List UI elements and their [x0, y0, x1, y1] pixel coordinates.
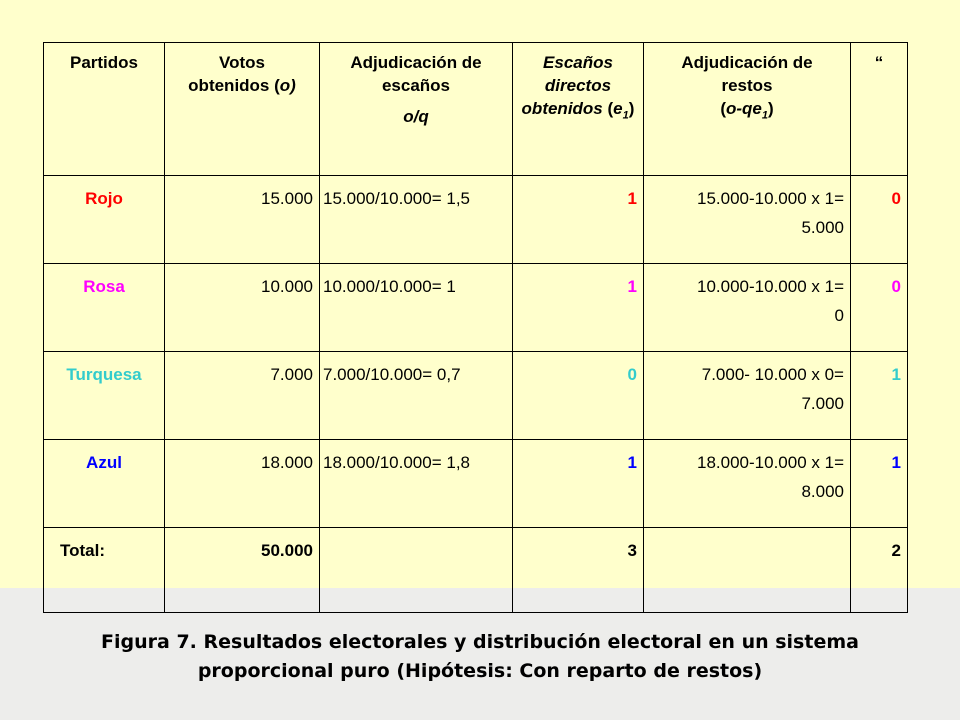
formula-cell: 18.000/10.000= 1,8 [320, 440, 513, 528]
extra-seats-cell: 0 [851, 264, 908, 352]
extra-seats-cell: 1 [851, 352, 908, 440]
header-row [44, 43, 908, 176]
caption-line-2: proporcional puro (Hipótesis: Con reparto de restos) [197, 660, 763, 682]
votes-cell: 15.000 [165, 176, 320, 264]
caption-line-1: Figura 7. Resultados electorales y distribución electoral en un sistema [101, 631, 859, 653]
seats-cell: 1 [513, 264, 644, 352]
total-seats: 3 [513, 528, 644, 613]
seats-cell: 0 [513, 352, 644, 440]
seats-cell: 1 [513, 440, 644, 528]
header-adjudicacion-restos: Adjudicación de restos $(o-qe_1)$ [644, 43, 851, 176]
total-rest-empty [644, 528, 851, 613]
header-escanos-directos: Escaños directos obtenidos $(e_1)$ [513, 43, 644, 176]
total-extra-seats: 2 [851, 528, 908, 613]
party-name: Azul [44, 440, 165, 528]
total-label: Total: [44, 528, 165, 613]
table-row-total [44, 528, 908, 613]
header-partidos: Partidos [44, 43, 165, 176]
header-adjudicacion-escanos: Adjudicación de escaños o/q [320, 43, 513, 176]
extra-seats-cell: 1 [851, 440, 908, 528]
formula-cell: 10.000/10.000= 1 [320, 264, 513, 352]
extra-seats-cell: 0 [851, 176, 908, 264]
formula-cell: 15.000/10.000= 1,5 [320, 176, 513, 264]
seats-cell: 1 [513, 176, 644, 264]
votes-cell: 7.000 [165, 352, 320, 440]
header-votos: Votos obtenidos (o) [165, 43, 320, 176]
total-formula-empty [320, 528, 513, 613]
figure-caption [0, 628, 960, 686]
party-name: Turquesa [44, 352, 165, 440]
formula-cell: 7.000/10.000= 0,7 [320, 352, 513, 440]
party-name: Rojo [44, 176, 165, 264]
total-votes: 50.000 [165, 528, 320, 613]
header-ditto: “ [851, 43, 908, 176]
votes-cell: 18.000 [165, 440, 320, 528]
table-row-rojo [44, 176, 908, 264]
votes-cell: 10.000 [165, 264, 320, 352]
rest-cell: 15.000-10.000 x 1= 5.000 [644, 176, 851, 264]
table-row-turquesa [44, 352, 908, 440]
rest-cell: 18.000-10.000 x 1= 8.000 [644, 440, 851, 528]
table-row-rosa [44, 264, 908, 352]
rest-cell: 7.000- 10.000 x 0= 7.000 [644, 352, 851, 440]
party-name: Rosa [44, 264, 165, 352]
results-table [43, 42, 908, 613]
table-row-azul [44, 440, 908, 528]
rest-cell: 10.000-10.000 x 1= 0 [644, 264, 851, 352]
